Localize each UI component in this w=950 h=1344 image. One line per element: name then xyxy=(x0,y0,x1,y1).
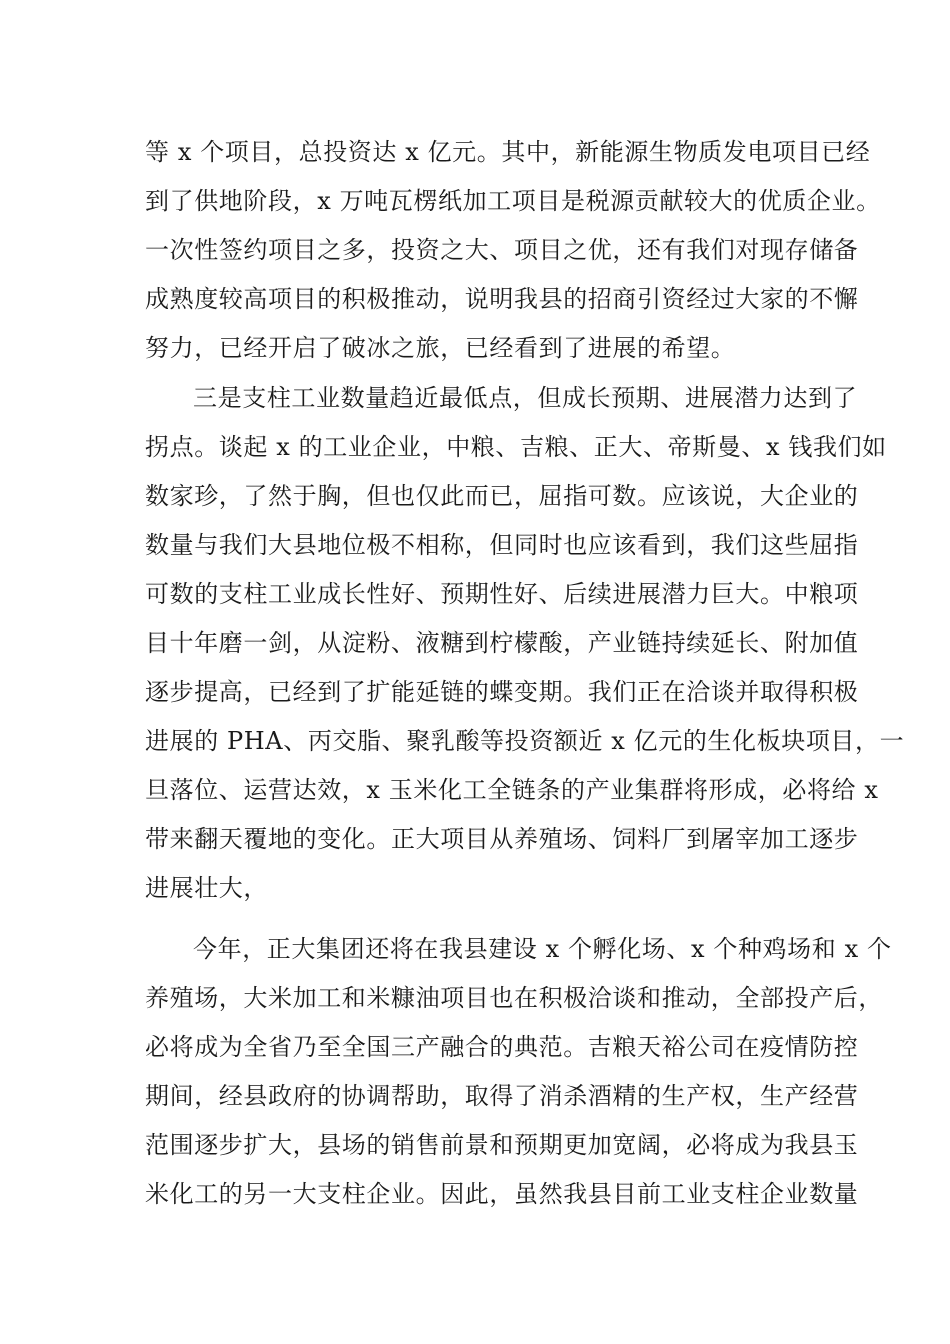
text-line: 米化工的另一大支柱企业。因此，虽然我县目前工业支柱企业数量 xyxy=(145,1180,859,1208)
text-line: 努力，已经开启了破冰之旅，已经看到了进展的希望。 xyxy=(145,334,736,362)
text-line: 到了供地阶段，x 万吨瓦楞纸加工项目是税源贡献较大的优质企业。 xyxy=(145,187,881,215)
text-line: 一次性签约项目之多，投资之大、项目之优，还有我们对现存储备 xyxy=(145,236,859,264)
text-line: 养殖场，大米加工和米糠油项目也在积极洽谈和推动，全部投产后， xyxy=(145,984,883,1012)
text-line: 拐点。谈起 x 的工业企业，中粮、吉粮、正大、帝斯曼、x 钱我们如 xyxy=(145,433,887,461)
text-line: 数量与我们大县地位极不相称，但同时也应该看到，我们这些屈指 xyxy=(145,531,859,559)
text-line: 成熟度较高项目的积极推动，说明我县的招商引资经过大家的不懈 xyxy=(145,285,859,313)
text-line: 可数的支柱工业成长性好、预期性好、后续进展潜力巨大。中粮项 xyxy=(145,580,859,608)
paragraph-pillar-industry xyxy=(145,374,905,913)
paragraph-investment-projects xyxy=(145,128,881,373)
text-line: 进展的 PHA、丙交脂、聚乳酸等投资额近 x 亿元的生化板块项目，一 xyxy=(145,727,905,755)
text-line: 必将成为全省乃至全国三产融合的典范。吉粮天裕公司在疫情防控 xyxy=(145,1033,859,1061)
text-line: 旦落位、运营达效，x 玉米化工全链条的产业集群将形成，必将给 x xyxy=(145,776,879,804)
text-line: 数家珍，了然于胸，但也仅此而已，屈指可数。应该说，大企业的 xyxy=(145,482,859,510)
text-line: 进展壮大， xyxy=(145,874,268,902)
text-line: 期间，经县政府的协调帮助，取得了消杀酒精的生产权，生产经营 xyxy=(145,1082,859,1110)
text-line: 今年，正大集团还将在我县建设 x 个孵化场、x 个种鸡场和 x 个 xyxy=(193,935,892,963)
text-line: 逐步提高，已经到了扩能延链的蝶变期。我们正在洽谈并取得积极 xyxy=(145,678,859,706)
paragraph-this-year xyxy=(145,925,892,1219)
text-line: 范围逐步扩大，县场的销售前景和预期更加宽阔，必将成为我县玉 xyxy=(145,1131,859,1159)
text-line: 三是支柱工业数量趋近最低点，但成长预期、进展潜力达到了 xyxy=(193,384,858,412)
text-line: 目十年磨一剑，从淀粉、液糖到柠檬酸，产业链持续延长、附加值 xyxy=(145,629,859,657)
text-line: 带来翻天覆地的变化。正大项目从养殖场、饲料厂到屠宰加工逐步 xyxy=(145,825,859,853)
text-line: 等 x 个项目，总投资达 x 亿元。其中，新能源生物质发电项目已经 xyxy=(145,138,871,166)
